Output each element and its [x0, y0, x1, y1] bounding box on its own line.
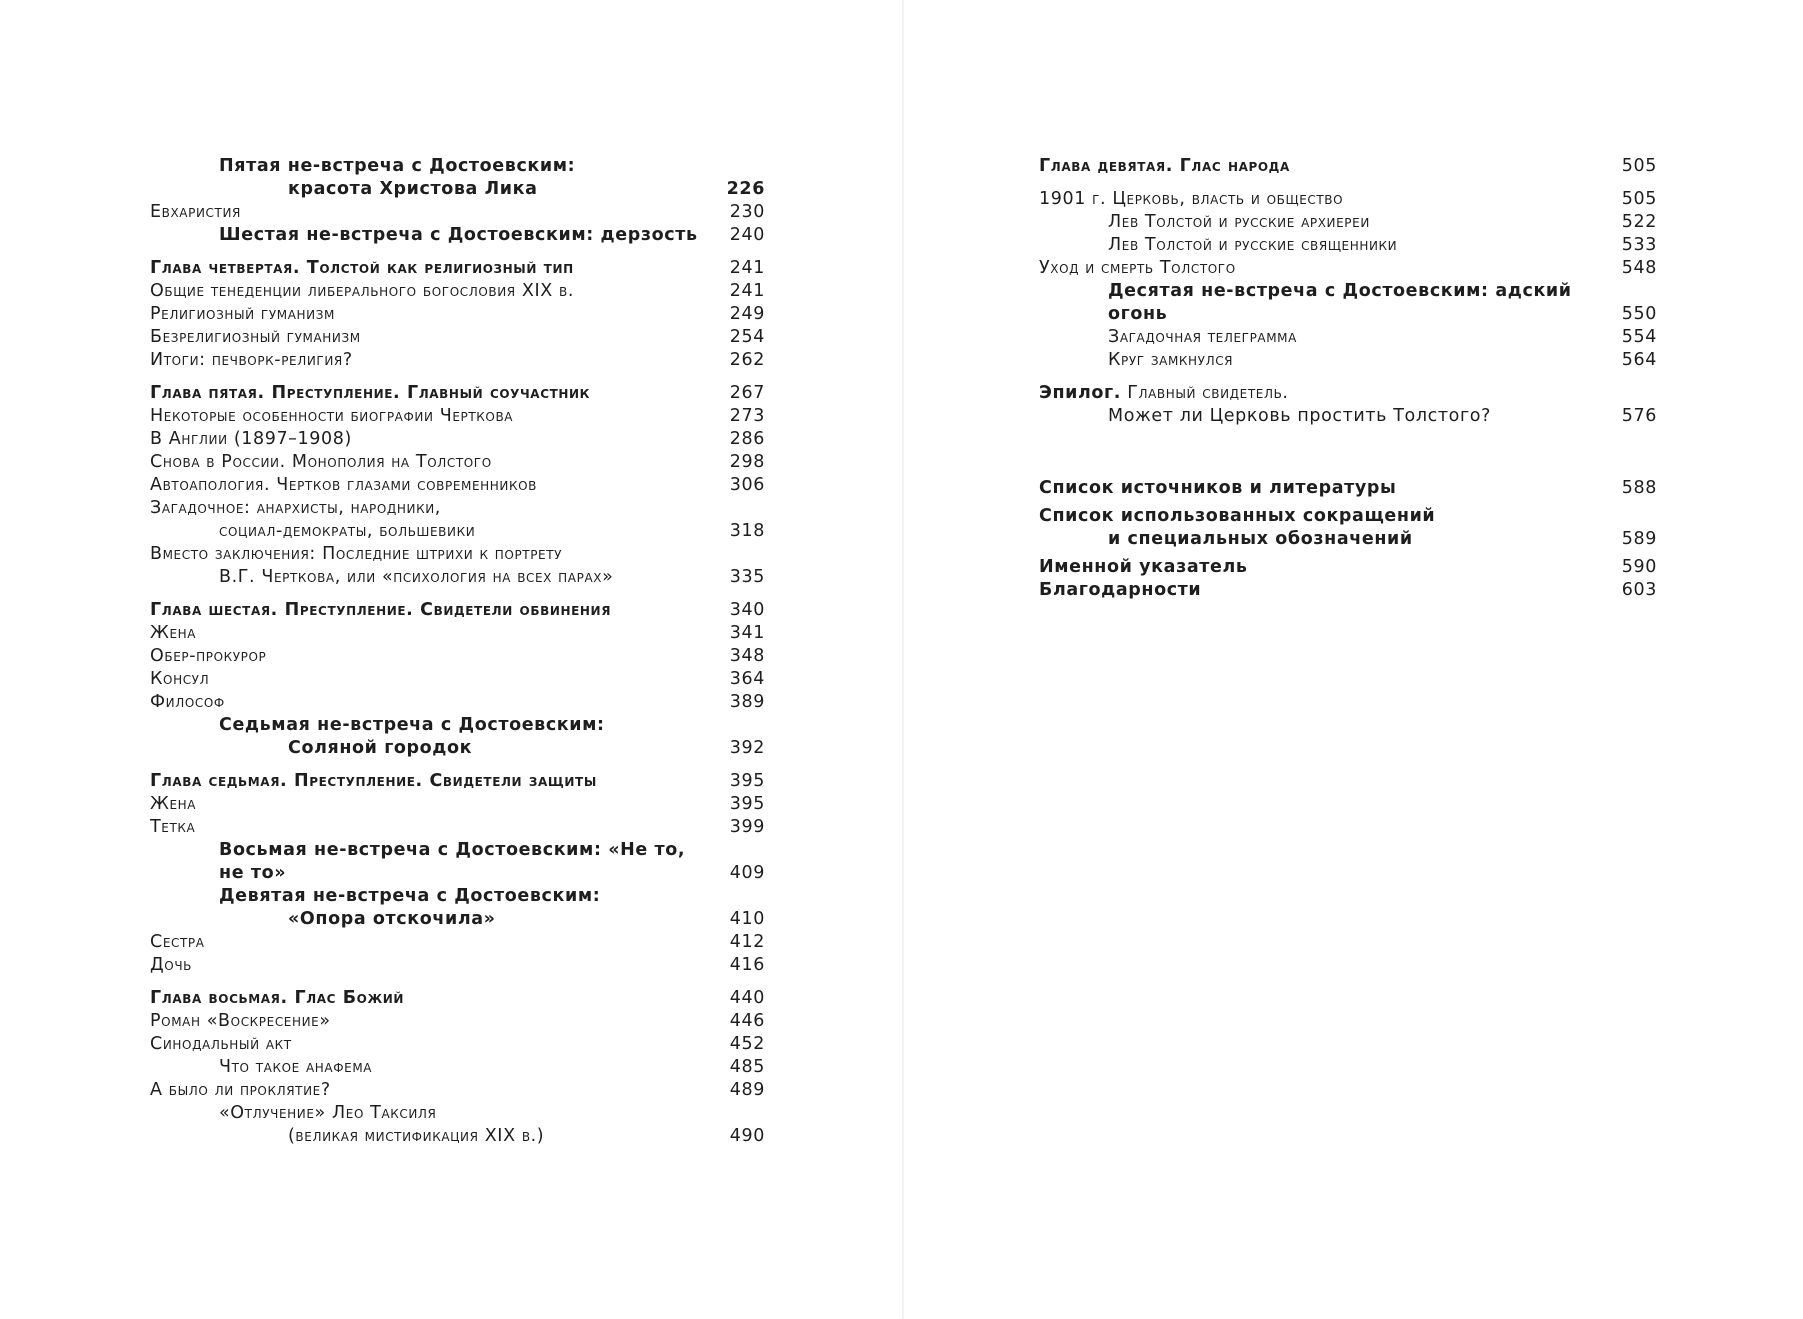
toc-entry-title	[150, 645, 701, 668]
toc-entry-title	[1039, 155, 1593, 178]
toc-entry-page-number: 267	[729, 383, 765, 403]
toc-entry-line: Восьмая не-встреча с Достоевским: «Не то, не то»	[219, 840, 686, 883]
toc-entry-line: Десятая не-встреча с Достоевским: адский огонь	[1108, 281, 1572, 324]
toc-entry	[150, 839, 765, 885]
toc-entry-line: Философ	[150, 692, 225, 712]
toc-entry-title	[1039, 382, 1593, 428]
toc-entry	[150, 543, 765, 589]
toc-entry-page-number: 440	[729, 988, 765, 1008]
toc-entry-line: красота Христова Лика	[288, 179, 538, 199]
toc-entry	[150, 1056, 765, 1079]
toc-entry-line: Список источников и литературы	[1039, 478, 1397, 498]
toc-entry	[1039, 579, 1657, 602]
toc-entry-title	[1039, 349, 1593, 372]
toc-entry-page-number: 306	[729, 475, 765, 495]
toc-entry-page-number: 446	[729, 1011, 765, 1031]
toc-entry	[1039, 477, 1657, 500]
page-gutter	[902, 0, 904, 1319]
toc-entry-line: социал-демократы, большевики	[219, 521, 476, 541]
toc-entry	[150, 474, 765, 497]
toc-entry-line: Безрелигиозный гуманизм	[150, 327, 361, 347]
toc-entry-line: Благодарности	[1039, 580, 1202, 600]
toc-entry	[150, 303, 765, 326]
toc-entry-line: Некоторые особенности биографии Черткова	[150, 406, 514, 426]
toc-entry-line: Глава шестая. Преступление. Свидетели обвинения	[150, 600, 612, 620]
toc-entry-title	[150, 1010, 701, 1033]
toc-entry	[1039, 326, 1657, 349]
toc-entry-line: В.Г. Черткова, или «психология на всех парах»	[219, 567, 614, 587]
toc-entry-page-number: 348	[729, 646, 765, 666]
toc-entry-title	[1039, 211, 1593, 234]
toc-entry-line: Девятая не-встреча с Достоевским:	[219, 886, 601, 906]
toc-entry-title	[150, 1079, 701, 1102]
toc-entry-title	[150, 349, 701, 372]
toc-entry-line: Синодальный акт	[150, 1034, 292, 1054]
toc-entry	[150, 885, 765, 931]
toc-entry-title	[150, 543, 701, 589]
toc-entry	[150, 816, 765, 839]
toc-entry-title	[150, 1102, 701, 1148]
epilogue-heading	[1039, 382, 1593, 405]
epilogue-label: Эпилог.	[1039, 383, 1122, 403]
toc-entry-page-number: 240	[729, 225, 765, 245]
toc-entry	[150, 599, 765, 622]
toc-entry-line: А было ли проклятие?	[150, 1080, 331, 1100]
toc-entry-page-number: 554	[1621, 327, 1657, 347]
toc-entry-line: Соляной городок	[288, 738, 473, 758]
toc-entry	[1039, 505, 1657, 551]
toc-entry-line: Обер-прокурор	[150, 646, 267, 666]
toc-entry	[150, 224, 765, 247]
toc-entry	[150, 622, 765, 645]
toc-entry-title	[150, 599, 701, 622]
toc-entry-title	[1039, 280, 1593, 326]
toc-entry-title	[150, 793, 701, 816]
toc-entry-page-number: 412	[729, 932, 765, 952]
toc-entry-line: Жена	[150, 794, 197, 814]
toc-entry-line: Может ли Церковь простить Толстого?	[1108, 406, 1491, 426]
toc-entry-title	[150, 954, 701, 977]
toc-entry-page-number: 533	[1621, 235, 1657, 255]
toc-entry	[150, 349, 765, 372]
toc-entry	[1039, 155, 1657, 178]
toc-entry-page-number: 550	[1621, 304, 1657, 324]
toc-entry-title	[150, 326, 701, 349]
toc-entry-line: Список использованных сокращений	[1039, 506, 1436, 526]
toc-left-page	[150, 155, 765, 1148]
toc-entry-title	[1039, 579, 1593, 602]
toc-entry-page-number: 298	[729, 452, 765, 472]
toc-entry-title	[150, 1056, 701, 1079]
toc-entry-title	[150, 201, 701, 224]
toc-entry-page-number: 341	[729, 623, 765, 643]
toc-entry-title	[150, 839, 701, 885]
toc-entry-line: Пятая не-встреча с Достоевским:	[219, 156, 576, 176]
toc-entry	[150, 326, 765, 349]
toc-entry-page-number: 505	[1621, 189, 1657, 209]
toc-entry-title	[1039, 326, 1593, 349]
toc-entry-line: «Отлучение» Лео Таксиля	[219, 1103, 437, 1123]
toc-entry-page-number: 576	[1621, 406, 1657, 426]
toc-entry-line: Снова в России. Монополия на Толстого	[150, 452, 492, 472]
toc-entry-title	[1039, 556, 1593, 579]
toc-entry-line: Глава четвертая. Толстой как религиозный тип	[150, 258, 574, 278]
toc-entry-page-number: 241	[729, 281, 765, 301]
toc-entry-line: Загадочная телеграмма	[1108, 327, 1297, 347]
toc-entry-line: Роман «Воскресение»	[150, 1011, 331, 1031]
toc-entry-line: «Опора отскочила»	[288, 909, 496, 929]
toc-entry-title	[1039, 477, 1593, 500]
toc-entry	[150, 451, 765, 474]
toc-entry	[150, 428, 765, 451]
toc-entry-page-number: 262	[729, 350, 765, 370]
toc-entry-line: Седьмая не-встреча с Достоевским:	[219, 715, 605, 735]
toc-entry-line: Жена	[150, 623, 197, 643]
toc-entry-page-number: 395	[729, 771, 765, 791]
toc-entry-line: Автоапология. Чертков глазами современников	[150, 475, 537, 495]
toc-entry-page-number: 485	[729, 1057, 765, 1077]
toc-entry	[150, 770, 765, 793]
toc-entry-title	[150, 714, 701, 760]
toc-entry-page-number: 226	[726, 179, 765, 199]
toc-entry-line: Именной указатель	[1039, 557, 1248, 577]
toc-entry	[150, 155, 765, 201]
toc-entry-page-number: 395	[729, 794, 765, 814]
toc-entry-page-number: 399	[729, 817, 765, 837]
toc-entry-page-number: 416	[729, 955, 765, 975]
toc-entry-title	[150, 622, 701, 645]
toc-entry-line: (великая мистификация XIX в.)	[288, 1126, 545, 1146]
toc-entry-page-number: 603	[1621, 580, 1657, 600]
toc-entry	[1039, 556, 1657, 579]
toc-entry-title	[150, 770, 701, 793]
toc-entry	[150, 714, 765, 760]
toc-entry	[150, 280, 765, 303]
toc-entry	[150, 954, 765, 977]
toc-entry-page-number: 409	[729, 863, 765, 883]
toc-entry-line: Загадочное: анархисты, народники,	[150, 498, 441, 518]
toc-entry	[1039, 234, 1657, 257]
toc-entry-page-number: 522	[1621, 212, 1657, 232]
toc-entry-page-number: 318	[729, 521, 765, 541]
toc-entry-page-number: 273	[729, 406, 765, 426]
toc-entry-page-number: 254	[729, 327, 765, 347]
toc-entry-line: Глава седьмая. Преступление. Свидетели защиты	[150, 771, 597, 791]
toc-entry	[150, 1079, 765, 1102]
toc-entry	[150, 382, 765, 405]
toc-entry-line: Лев Толстой и русские священники	[1108, 235, 1398, 255]
toc-entry-title	[150, 405, 701, 428]
toc-entry	[150, 1033, 765, 1056]
toc-entry-page-number: 452	[729, 1034, 765, 1054]
toc-entry-line: Вместо заключения: Последние штрихи к портрету	[150, 544, 563, 564]
toc-entry-title	[1039, 505, 1593, 551]
toc-entry-line: Глава пятая. Преступление. Главный соучастник	[150, 383, 591, 403]
toc-entry-page-number: 241	[729, 258, 765, 278]
toc-entry	[150, 645, 765, 668]
toc-entry	[1039, 211, 1657, 234]
toc-entry-line: Лев Толстой и русские архиереи	[1108, 212, 1370, 232]
toc-entry-line: и специальных обозначений	[1108, 529, 1413, 549]
toc-entry-page-number: 340	[729, 600, 765, 620]
toc-entry-page-number: 249	[729, 304, 765, 324]
toc-entry-line: В Англии (1897–1908)	[150, 429, 352, 449]
toc-entry-title	[1039, 257, 1593, 280]
toc-entry-line: Сестра	[150, 932, 205, 952]
toc-entry-page-number: 230	[729, 202, 765, 222]
toc-entry-title	[150, 451, 701, 474]
toc-entry-title	[150, 668, 701, 691]
toc-right-page	[1039, 155, 1657, 602]
toc-entry	[150, 1102, 765, 1148]
toc-entry-title	[1039, 234, 1593, 257]
toc-entry-page-number: 564	[1621, 350, 1657, 370]
toc-entry-title	[150, 428, 701, 451]
toc-entry	[1039, 257, 1657, 280]
toc-entry-page-number: 489	[729, 1080, 765, 1100]
toc-entry-line: Евхаристия	[150, 202, 241, 222]
toc-entry-title	[150, 691, 701, 714]
toc-entry-title	[150, 931, 701, 954]
toc-entry-title	[150, 497, 701, 543]
toc-entry-page-number: 490	[729, 1126, 765, 1146]
toc-entry	[1039, 349, 1657, 372]
toc-entry-line: Итоги: печворк-религия?	[150, 350, 353, 370]
toc-entry-page-number: 389	[729, 692, 765, 712]
toc-entry-page-number: 590	[1621, 557, 1657, 577]
toc-entry	[150, 405, 765, 428]
toc-entry-title	[150, 987, 701, 1010]
toc-entry-line: Круг замкнулся	[1108, 350, 1234, 370]
toc-entry	[1039, 280, 1657, 326]
toc-entry-line: 1901 г. Церковь, власть и общество	[1039, 189, 1344, 209]
toc-entry-title	[150, 155, 701, 201]
toc-entry-line: Уход и смерть Толстого	[1039, 258, 1236, 278]
toc-entry-page-number: 505	[1621, 156, 1657, 176]
toc-entry-page-number: 286	[729, 429, 765, 449]
toc-entry-title	[150, 885, 701, 931]
toc-entry	[150, 201, 765, 224]
toc-entry-page-number: 589	[1621, 529, 1657, 549]
toc-entry	[1039, 382, 1657, 428]
toc-entry-line: Консул	[150, 669, 210, 689]
toc-entry	[150, 691, 765, 714]
toc-entry-title	[150, 816, 701, 839]
toc-entry-title	[150, 382, 701, 405]
toc-entry	[150, 931, 765, 954]
toc-entry	[1039, 188, 1657, 211]
toc-entry-line: Общие тенеденции либерального богословия XIX в.	[150, 281, 574, 301]
toc-entry	[150, 257, 765, 280]
toc-entry	[150, 987, 765, 1010]
toc-entry-page-number: 548	[1621, 258, 1657, 278]
epilogue-subtitle: Главный свидетель.	[1127, 383, 1289, 403]
toc-entry-line: Глава восьмая. Глас Божий	[150, 988, 405, 1008]
toc-entry-title	[150, 257, 701, 280]
toc-entry-line: Глава девятая. Глас народа	[1039, 156, 1290, 176]
toc-entry-line: Шестая не-встреча с Достоевским: дерзость	[219, 225, 698, 245]
toc-entry-page-number: 410	[729, 909, 765, 929]
toc-entry-title	[1039, 188, 1593, 211]
toc-entry	[150, 668, 765, 691]
toc-entry	[150, 1010, 765, 1033]
toc-entry-line: Дочь	[150, 955, 192, 975]
toc-entry	[150, 793, 765, 816]
toc-entry-title	[150, 224, 701, 247]
toc-entry-page-number: 364	[729, 669, 765, 689]
toc-entry-page-number: 335	[729, 567, 765, 587]
toc-entry-line: Религиозный гуманизм	[150, 304, 335, 324]
toc-entry-line: Что такое анафема	[219, 1057, 373, 1077]
toc-entry-title	[150, 474, 701, 497]
toc-entry-page-number: 392	[729, 738, 765, 758]
toc-entry-page-number: 588	[1621, 478, 1657, 498]
toc-entry-line: Тетка	[150, 817, 196, 837]
toc-entry-title	[150, 280, 701, 303]
toc-entry	[150, 497, 765, 543]
toc-entry-title	[150, 1033, 701, 1056]
toc-entry-title	[150, 303, 701, 326]
